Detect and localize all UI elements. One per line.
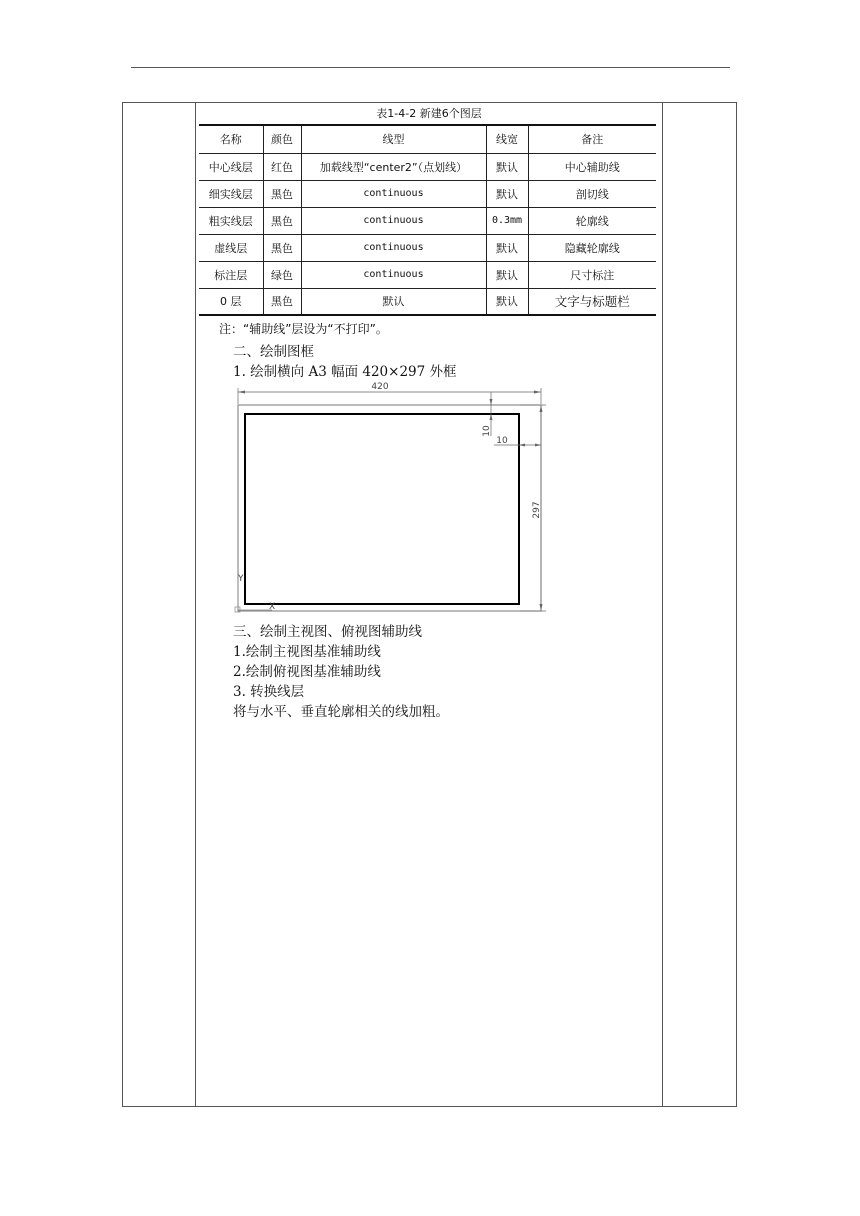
section3-item-1: 1.绘制主视图基准辅助线: [233, 644, 381, 660]
section3-item-2: 2.绘制俯视图基准辅助线: [233, 664, 381, 680]
cell-remark: 中心辅助线: [528, 153, 656, 180]
cell-remark: 文字与标题栏: [528, 288, 656, 315]
inner-frame: [245, 414, 519, 604]
arrowhead: [490, 399, 493, 405]
cell-color: 黑色: [263, 207, 301, 234]
cell-name: 0 层: [199, 288, 263, 315]
layer-table: [199, 124, 656, 316]
column-divider-left: [195, 102, 196, 1107]
header-name: 名称: [199, 125, 263, 153]
arrowhead: [540, 405, 543, 412]
section3-item-3: 3. 转换线层: [233, 684, 305, 700]
cell-name: 虚线层: [199, 234, 263, 261]
cell-linewidth: 默认: [486, 261, 528, 288]
cell-remark: 轮廓线: [528, 207, 656, 234]
dim-label-margin-right: 10: [496, 436, 508, 446]
cell-linewidth: 默认: [486, 153, 528, 180]
cell-name: 粗实线层: [199, 207, 263, 234]
header-color: 颜色: [263, 125, 301, 153]
table-header-row: [199, 125, 656, 153]
cell-name: 中心线层: [199, 153, 263, 180]
cell-linewidth: 默认: [486, 234, 528, 261]
cell-linetype: continuous: [301, 261, 486, 288]
table-row: [199, 288, 656, 315]
cell-linetype: continuous: [301, 207, 486, 234]
cell-linetype: continuous: [301, 234, 486, 261]
dim-label-420: 420: [371, 382, 389, 392]
header-linewidth: 线宽: [486, 125, 528, 153]
section3-heading: 三、绘制主视图、俯视图辅助线: [233, 624, 422, 640]
cell-linetype: 加载线型“center2”（点划线）: [301, 153, 486, 180]
cell-linewidth: 0.3mm: [486, 207, 528, 234]
cell-remark: 尺寸标注: [528, 261, 656, 288]
table-row: [199, 207, 656, 234]
cell-name: 标注层: [199, 261, 263, 288]
page-header-rule: [131, 67, 730, 68]
section2-step1: 1. 绘制横向 A3 幅面 420×297 外框: [233, 364, 457, 380]
dim-label-margin-top: 10: [482, 425, 492, 437]
cell-remark: 隐藏轮廓线: [528, 234, 656, 261]
cell-color: 黑色: [263, 234, 301, 261]
arrowhead: [238, 391, 245, 394]
cell-linewidth: 默认: [486, 180, 528, 207]
cell-linetype: continuous: [301, 180, 486, 207]
arrowhead: [534, 391, 541, 394]
column-divider-right: [662, 102, 663, 1107]
section2-heading: 二、绘制图框: [233, 344, 314, 360]
header-remark: 备注: [528, 125, 656, 153]
table-caption: 表1-4-2 新建6个图层: [376, 107, 482, 120]
cell-color: 黑色: [263, 288, 301, 315]
cell-remark: 剖切线: [528, 180, 656, 207]
table-row: [199, 234, 656, 261]
ucs-x-label: X: [269, 602, 276, 612]
cell-color: 黑色: [263, 180, 301, 207]
section3-item-4: 将与水平、垂直轮廓相关的线加粗。: [233, 704, 449, 720]
arrowhead: [540, 604, 543, 611]
arrowhead: [535, 444, 541, 447]
header-linetype: 线型: [301, 125, 486, 153]
cell-linewidth: 默认: [486, 288, 528, 315]
table-row: [199, 261, 656, 288]
cell-color: 红色: [263, 153, 301, 180]
cell-linetype: 默认: [301, 288, 486, 315]
a3-frame-drawing: [228, 378, 548, 618]
dim-label-297: 297: [532, 501, 542, 519]
cell-name: 细实线层: [199, 180, 263, 207]
ucs-y-label: Y: [238, 574, 244, 584]
table-row: [199, 180, 656, 207]
table-note: 注：“辅助线”层设为“不打印”。: [219, 322, 388, 336]
table-row: [199, 153, 656, 180]
cell-color: 绿色: [263, 261, 301, 288]
